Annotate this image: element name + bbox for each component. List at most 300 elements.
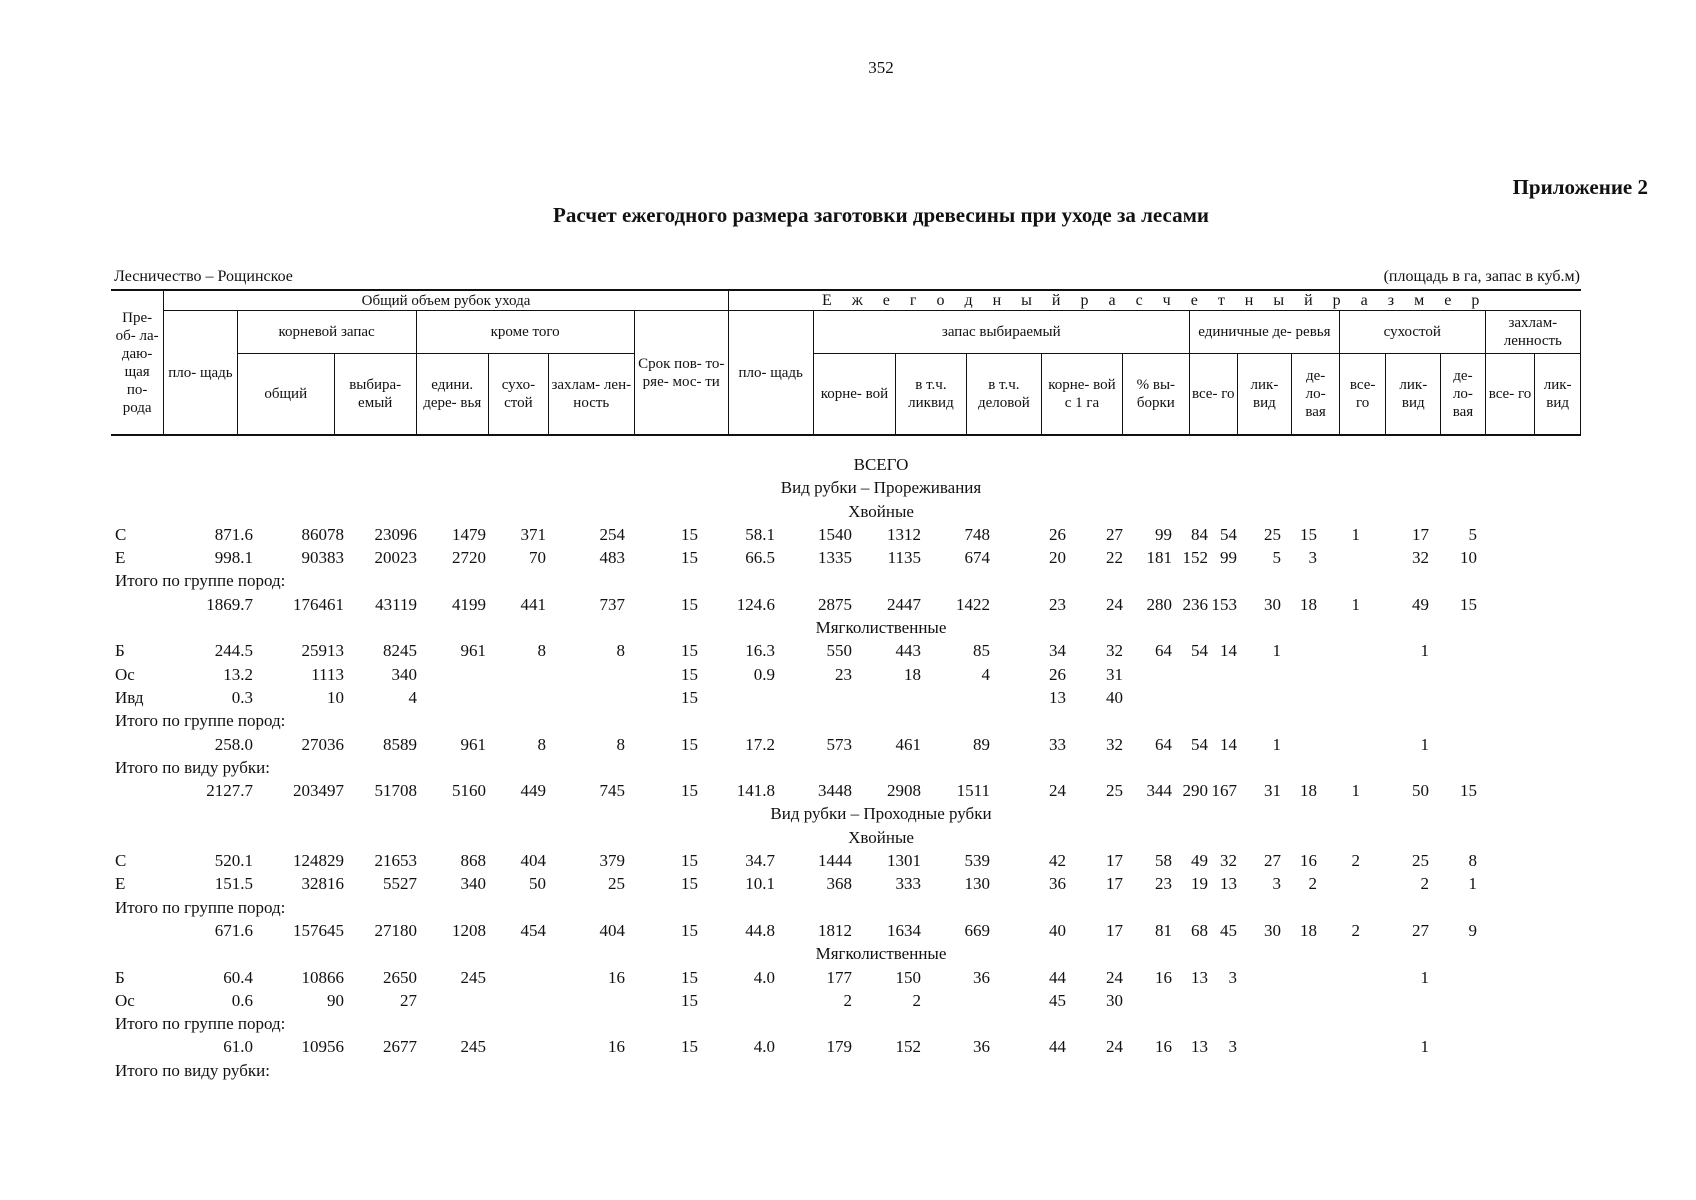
table-cell: 340 bbox=[391, 664, 417, 684]
table-cell: 290 bbox=[1182, 781, 1208, 801]
table-cell: 2720 bbox=[452, 548, 486, 568]
table-cell: 15 bbox=[681, 524, 698, 544]
table-cell: 99 bbox=[1220, 548, 1237, 568]
table-cell: 17 bbox=[1106, 920, 1123, 940]
header-selected-stock: запас выбираемый bbox=[813, 311, 1189, 354]
table-cell: 167 bbox=[1211, 781, 1237, 801]
table-cell: 671.6 bbox=[214, 920, 253, 940]
header-deadwood: сухостой bbox=[1339, 311, 1485, 354]
table-cell: 64 bbox=[1155, 641, 1172, 661]
table-cell: 998.1 bbox=[214, 548, 253, 568]
table-cell: 30 bbox=[1106, 990, 1123, 1010]
table-cell: 68 bbox=[1191, 920, 1208, 940]
table-cell: 1511 bbox=[956, 781, 990, 801]
table-cell: 176461 bbox=[293, 594, 344, 614]
group-label-text: Итого по группе пород: bbox=[115, 1014, 286, 1034]
section-heading-text: ВСЕГО bbox=[853, 455, 909, 474]
species-cell: Е bbox=[115, 548, 126, 568]
table-cell: 44.8 bbox=[745, 920, 775, 940]
table-cell: 90 bbox=[327, 990, 344, 1010]
table-cell: 1 bbox=[1272, 641, 1281, 661]
header-species: Пре- об- ла- даю- щая по- рода bbox=[111, 290, 164, 435]
table-cell: 27036 bbox=[301, 734, 344, 754]
header-incl-business: в т.ч. деловой bbox=[966, 354, 1041, 436]
table-cell: 49 bbox=[1191, 851, 1208, 871]
table-cell: 18 bbox=[1300, 781, 1317, 801]
table-cell: 15 bbox=[681, 664, 698, 684]
table-cell: 449 bbox=[520, 781, 546, 801]
group-label-text: Итого по виду рубки: bbox=[115, 757, 270, 777]
table-cell: 90383 bbox=[301, 548, 344, 568]
table-cell: 40 bbox=[1106, 687, 1123, 707]
table-cell: 871.6 bbox=[214, 524, 253, 544]
group-label bbox=[111, 571, 1591, 594]
table-cell: 3448 bbox=[818, 781, 852, 801]
table-cell: 1301 bbox=[887, 851, 921, 871]
table-body bbox=[111, 455, 1591, 1084]
table-cell: 8 bbox=[1468, 851, 1477, 871]
table-cell: 4 bbox=[981, 664, 990, 684]
table-cell: 550 bbox=[826, 641, 852, 661]
header-annual: Е ж е г о д н ы й р а с ч е т н ы й р а з м е р bbox=[728, 290, 1580, 311]
table-cell: 15 bbox=[1300, 524, 1317, 544]
table-cell: 26 bbox=[1049, 664, 1066, 684]
table-cell: 124829 bbox=[293, 851, 344, 871]
table-cell: 16 bbox=[1300, 851, 1317, 871]
table-cell: 30 bbox=[1264, 920, 1281, 940]
table-cell: 745 bbox=[599, 781, 625, 801]
table-cell: 2 bbox=[1308, 874, 1317, 894]
table-cell: 54 bbox=[1191, 641, 1208, 661]
table-cell: 1444 bbox=[818, 851, 852, 871]
table-row bbox=[111, 595, 1591, 618]
table-cell: 30 bbox=[1264, 594, 1281, 614]
section-heading bbox=[111, 478, 1591, 501]
table-cell: 669 bbox=[964, 920, 990, 940]
table-cell: 10956 bbox=[301, 1037, 344, 1057]
table-cell: 25 bbox=[1106, 781, 1123, 801]
table-cell: 961 bbox=[460, 734, 486, 754]
table-cell: 1113 bbox=[311, 664, 344, 684]
table-cell: 15 bbox=[681, 641, 698, 661]
table-cell: 379 bbox=[599, 851, 625, 871]
section-heading bbox=[111, 804, 1591, 827]
table-cell: 1869.7 bbox=[206, 594, 253, 614]
table-cell: 25913 bbox=[301, 641, 344, 661]
section-heading bbox=[111, 502, 1591, 525]
group-label bbox=[111, 1061, 1591, 1084]
table-cell: 179 bbox=[826, 1037, 852, 1057]
table-row bbox=[111, 851, 1591, 874]
header-selected: выбира- емый bbox=[334, 354, 416, 436]
species-cell: Б bbox=[115, 967, 125, 987]
table-cell: 23096 bbox=[374, 524, 417, 544]
table-cell: 13 bbox=[1191, 967, 1208, 987]
table-cell: 40 bbox=[1049, 920, 1066, 940]
header-litter: захлам- ленность bbox=[1485, 311, 1580, 354]
table-row bbox=[111, 968, 1591, 991]
table-cell: 344 bbox=[1146, 781, 1172, 801]
table-cell: 5160 bbox=[452, 781, 486, 801]
table-cell: 23 bbox=[835, 664, 852, 684]
table-cell: 15 bbox=[681, 851, 698, 871]
header-bus1: де- ло- вая bbox=[1292, 354, 1340, 436]
table-cell: 86078 bbox=[301, 524, 344, 544]
group-label bbox=[111, 1014, 1591, 1037]
header-area: пло- щадь bbox=[164, 311, 237, 436]
table-cell: 14 bbox=[1220, 641, 1237, 661]
table-cell: 368 bbox=[826, 874, 852, 894]
table-cell: 4199 bbox=[452, 594, 486, 614]
table-cell: 748 bbox=[964, 524, 990, 544]
header-root-per-ha: корне- вой с 1 га bbox=[1042, 354, 1123, 436]
header-all3: все- го bbox=[1485, 354, 1535, 436]
table-cell: 15 bbox=[1460, 594, 1477, 614]
appendix-label: Приложение 2 bbox=[1512, 175, 1648, 199]
header-liq3: лик- вид bbox=[1535, 354, 1581, 436]
table-cell: 236 bbox=[1182, 594, 1208, 614]
table-cell: 4.0 bbox=[753, 967, 775, 987]
table-cell: 8 bbox=[537, 734, 546, 754]
table-cell: 45 bbox=[1220, 920, 1237, 940]
table-cell: 13 bbox=[1049, 687, 1066, 707]
header-liq1: лик- вид bbox=[1237, 354, 1292, 436]
table-cell: 81 bbox=[1155, 920, 1172, 940]
table-cell: 16 bbox=[1155, 967, 1172, 987]
table-cell: 15 bbox=[681, 734, 698, 754]
table-cell: 70 bbox=[529, 548, 546, 568]
section-heading-text: Вид рубки – Прореживания bbox=[780, 478, 982, 498]
table-cell: 1634 bbox=[887, 920, 921, 940]
table-cell: 15 bbox=[681, 781, 698, 801]
table-cell: 1 bbox=[1420, 1037, 1429, 1057]
table-cell: 17 bbox=[1106, 851, 1123, 871]
table-row bbox=[111, 665, 1591, 688]
table-header bbox=[111, 289, 1581, 436]
table-cell: 461 bbox=[895, 734, 921, 754]
header-root-stock: корневой запас bbox=[237, 311, 416, 354]
header-area2: пло- щадь bbox=[728, 311, 813, 436]
table-cell: 674 bbox=[964, 548, 990, 568]
table-cell: 49 bbox=[1412, 594, 1429, 614]
table-cell: 152 bbox=[895, 1037, 921, 1057]
species-cell: Ос bbox=[115, 664, 135, 684]
header-single-trees: единичные де- ревья bbox=[1189, 311, 1339, 354]
table-cell: 50 bbox=[529, 874, 546, 894]
species-cell: С bbox=[115, 524, 127, 544]
table-cell: 66.5 bbox=[745, 548, 775, 568]
table-cell: 5 bbox=[1272, 548, 1281, 568]
table-cell: 280 bbox=[1146, 594, 1172, 614]
table-cell: 16 bbox=[1155, 1037, 1172, 1057]
page-number: 352 bbox=[868, 58, 894, 77]
table-cell: 17 bbox=[1412, 524, 1429, 544]
table-cell: 26 bbox=[1049, 524, 1066, 544]
section-heading bbox=[111, 455, 1591, 478]
table-cell: 2127.7 bbox=[206, 781, 253, 801]
table-cell: 15 bbox=[681, 920, 698, 940]
table-cell: 1 bbox=[1420, 641, 1429, 661]
table-cell: 27 bbox=[1264, 851, 1281, 871]
table-cell: 10 bbox=[1460, 548, 1477, 568]
table-cell: 34.7 bbox=[745, 851, 775, 871]
group-label-text: Итого по группе пород: bbox=[115, 711, 286, 731]
table-cell: 43119 bbox=[375, 594, 417, 614]
units-note: (площадь в га, запас в куб.м) bbox=[1383, 268, 1580, 285]
species-cell: С bbox=[115, 851, 127, 871]
table-cell: 1335 bbox=[818, 548, 852, 568]
header-single: едини. дере- вья bbox=[416, 354, 488, 436]
table-cell: 15 bbox=[681, 1037, 698, 1057]
table-cell: 2 bbox=[1351, 851, 1360, 871]
table-cell: 58 bbox=[1155, 851, 1172, 871]
table-row bbox=[111, 548, 1591, 571]
group-label bbox=[111, 898, 1591, 921]
table-cell: 15 bbox=[681, 594, 698, 614]
table-cell: 141.8 bbox=[736, 781, 775, 801]
table-cell: 15 bbox=[681, 548, 698, 568]
section-heading-text: Вид рубки – Проходные рубки bbox=[770, 804, 992, 824]
table-cell: 50 bbox=[1412, 781, 1429, 801]
table-cell: 2447 bbox=[887, 594, 921, 614]
table-cell: 737 bbox=[599, 594, 625, 614]
table-cell: 44 bbox=[1049, 967, 1066, 987]
table-cell: 32 bbox=[1106, 734, 1123, 754]
table-cell: 99 bbox=[1155, 524, 1172, 544]
table-cell: 23 bbox=[1049, 594, 1066, 614]
table-cell: 4.0 bbox=[753, 1037, 775, 1057]
header-repeat: Срок пов- то- ряе- мос- ти bbox=[634, 311, 728, 436]
header-dead: сухо- стой bbox=[488, 354, 548, 436]
species-cell: Ос bbox=[115, 990, 135, 1010]
table-cell: 16 bbox=[608, 967, 625, 987]
group-label bbox=[111, 758, 1591, 781]
table-row bbox=[111, 874, 1591, 897]
header-root: корне- вой bbox=[813, 354, 896, 436]
table-cell: 2 bbox=[1420, 874, 1429, 894]
table-row bbox=[111, 735, 1591, 758]
table-cell: 64 bbox=[1155, 734, 1172, 754]
forestry-name: Лесничество – Рощинское bbox=[114, 268, 293, 285]
table-cell: 36 bbox=[973, 1037, 990, 1057]
table-cell: 1135 bbox=[887, 548, 921, 568]
table-cell: 20023 bbox=[374, 548, 417, 568]
table-cell: 25 bbox=[1264, 524, 1281, 544]
table-cell: 3 bbox=[1228, 1037, 1237, 1057]
table-cell: 10 bbox=[327, 687, 344, 707]
table-cell: 130 bbox=[964, 874, 990, 894]
table-cell: 2 bbox=[843, 990, 852, 1010]
table-cell: 3 bbox=[1308, 548, 1317, 568]
table-cell: 19 bbox=[1191, 874, 1208, 894]
table-cell: 1479 bbox=[452, 524, 486, 544]
table-cell: 1 bbox=[1351, 781, 1360, 801]
table-cell: 32816 bbox=[301, 874, 344, 894]
group-label bbox=[111, 711, 1591, 734]
table-cell: 1208 bbox=[452, 920, 486, 940]
table-cell: 1 bbox=[1420, 734, 1429, 754]
header-incl-liquid: в т.ч. ликвид bbox=[896, 354, 966, 436]
table-cell: 84 bbox=[1191, 524, 1208, 544]
table-cell: 203497 bbox=[293, 781, 344, 801]
table-cell: 54 bbox=[1220, 524, 1237, 544]
species-cell: Е bbox=[115, 874, 126, 894]
header-liq2: лик- вид bbox=[1386, 354, 1441, 436]
table-cell: 9 bbox=[1468, 920, 1477, 940]
table-cell: 20 bbox=[1049, 548, 1066, 568]
table-cell: 17.2 bbox=[745, 734, 775, 754]
species-cell: Б bbox=[115, 641, 125, 661]
section-heading bbox=[111, 828, 1591, 851]
header-all2: все- го bbox=[1339, 354, 1386, 436]
table-row bbox=[111, 781, 1591, 804]
table-cell: 340 bbox=[460, 874, 486, 894]
table-cell: 27 bbox=[400, 990, 417, 1010]
section-heading bbox=[111, 944, 1591, 967]
table-cell: 8 bbox=[616, 641, 625, 661]
header-pct: % вы- борки bbox=[1122, 354, 1189, 436]
table-cell: 60.4 bbox=[223, 967, 253, 987]
table-cell: 23 bbox=[1155, 874, 1172, 894]
table-row bbox=[111, 688, 1591, 711]
table-cell: 8 bbox=[616, 734, 625, 754]
table-cell: 5527 bbox=[383, 874, 417, 894]
table-row bbox=[111, 525, 1591, 548]
table-cell: 181 bbox=[1146, 548, 1172, 568]
table-cell: 34 bbox=[1049, 641, 1066, 661]
table-cell: 15 bbox=[681, 874, 698, 894]
table-cell: 2650 bbox=[383, 967, 417, 987]
table-cell: 22 bbox=[1106, 548, 1123, 568]
header-besides: кроме того bbox=[416, 311, 634, 354]
table-cell: 27180 bbox=[374, 920, 417, 940]
table-cell: 85 bbox=[973, 641, 990, 661]
table-cell: 2 bbox=[912, 990, 921, 1010]
table-cell: 2908 bbox=[887, 781, 921, 801]
table-cell: 244.5 bbox=[214, 641, 253, 661]
table-cell: 44 bbox=[1049, 1037, 1066, 1057]
table-cell: 0.3 bbox=[231, 687, 253, 707]
section-heading bbox=[111, 618, 1591, 641]
table-cell: 36 bbox=[973, 967, 990, 987]
table-cell: 868 bbox=[460, 851, 486, 871]
table-cell: 8245 bbox=[383, 641, 417, 661]
table-row bbox=[111, 1037, 1591, 1060]
document-title: Расчет ежегодного размера заготовки древесины при уходе за лесами bbox=[553, 203, 1209, 227]
table-cell: 13 bbox=[1220, 874, 1237, 894]
table-cell: 32 bbox=[1412, 548, 1429, 568]
table-cell: 58.1 bbox=[745, 524, 775, 544]
table-cell: 27 bbox=[1412, 920, 1429, 940]
table-cell: 18 bbox=[1300, 594, 1317, 614]
table-cell: 31 bbox=[1264, 781, 1281, 801]
table-cell: 441 bbox=[520, 594, 546, 614]
table-cell: 24 bbox=[1106, 1037, 1123, 1057]
table-cell: 1422 bbox=[956, 594, 990, 614]
table-cell: 10866 bbox=[301, 967, 344, 987]
table-cell: 124.6 bbox=[736, 594, 775, 614]
table-cell: 18 bbox=[904, 664, 921, 684]
table-cell: 16.3 bbox=[745, 641, 775, 661]
table-cell: 1 bbox=[1351, 594, 1360, 614]
header-bus2: де- ло- вая bbox=[1441, 354, 1485, 436]
table-cell: 13.2 bbox=[223, 664, 253, 684]
table-cell: 1 bbox=[1420, 967, 1429, 987]
table-cell: 1 bbox=[1272, 734, 1281, 754]
section-heading-text: Мягколиственные bbox=[815, 618, 947, 638]
table-cell: 27 bbox=[1106, 524, 1123, 544]
table-cell: 573 bbox=[826, 734, 852, 754]
table-cell: 45 bbox=[1049, 990, 1066, 1010]
table-cell: 0.6 bbox=[231, 990, 253, 1010]
table-cell: 24 bbox=[1106, 594, 1123, 614]
table-cell: 151.5 bbox=[214, 874, 253, 894]
table-cell: 1812 bbox=[818, 920, 852, 940]
table-cell: 8 bbox=[537, 641, 546, 661]
table-cell: 404 bbox=[520, 851, 546, 871]
table-cell: 1 bbox=[1468, 874, 1477, 894]
table-cell: 32 bbox=[1220, 851, 1237, 871]
group-label-text: Итого по виду рубки: bbox=[115, 1060, 270, 1080]
header-litter2: захлам- лен- ность bbox=[548, 354, 634, 436]
table-cell: 152 bbox=[1182, 548, 1208, 568]
table-cell: 4 bbox=[408, 687, 417, 707]
table-row bbox=[111, 991, 1591, 1014]
table-cell: 36 bbox=[1049, 874, 1066, 894]
table-cell: 18 bbox=[1300, 920, 1317, 940]
table-cell: 153 bbox=[1211, 594, 1237, 614]
table-cell: 24 bbox=[1106, 967, 1123, 987]
table-cell: 25 bbox=[608, 874, 625, 894]
table-cell: 16 bbox=[608, 1037, 625, 1057]
table-cell: 0.9 bbox=[753, 664, 775, 684]
table-cell: 61.0 bbox=[223, 1037, 253, 1057]
table-cell: 539 bbox=[964, 851, 990, 871]
table-cell: 51708 bbox=[374, 781, 417, 801]
table-cell: 42 bbox=[1049, 851, 1066, 871]
table-cell: 2677 bbox=[383, 1037, 417, 1057]
table-cell: 245 bbox=[460, 967, 486, 987]
header-total-volume: Общий объем рубок ухода bbox=[164, 290, 729, 311]
header-all1: все- го bbox=[1189, 354, 1237, 436]
table-cell: 15 bbox=[1460, 781, 1477, 801]
table-cell: 25 bbox=[1412, 851, 1429, 871]
table-row bbox=[111, 641, 1591, 664]
table-cell: 2875 bbox=[818, 594, 852, 614]
table-cell: 33 bbox=[1049, 734, 1066, 754]
table-cell: 150 bbox=[895, 967, 921, 987]
section-heading-text: Хвойные bbox=[848, 827, 914, 847]
table-cell: 1540 bbox=[818, 524, 852, 544]
table-cell: 1 bbox=[1351, 524, 1360, 544]
table-cell: 8589 bbox=[383, 734, 417, 754]
table-cell: 404 bbox=[599, 920, 625, 940]
table-cell: 454 bbox=[520, 920, 546, 940]
group-label-text: Итого по группе пород: bbox=[115, 571, 286, 591]
table-cell: 15 bbox=[681, 967, 698, 987]
header-total: общий bbox=[237, 354, 334, 436]
section-heading-text: Хвойные bbox=[848, 501, 914, 521]
table-cell: 254 bbox=[599, 524, 625, 544]
table-cell: 14 bbox=[1220, 734, 1237, 754]
table-cell: 483 bbox=[599, 548, 625, 568]
table-cell: 2 bbox=[1351, 920, 1360, 940]
table-cell: 5 bbox=[1468, 524, 1477, 544]
table-cell: 371 bbox=[520, 524, 546, 544]
table-cell: 177 bbox=[826, 967, 852, 987]
table-cell: 961 bbox=[460, 641, 486, 661]
table-cell: 17 bbox=[1106, 874, 1123, 894]
